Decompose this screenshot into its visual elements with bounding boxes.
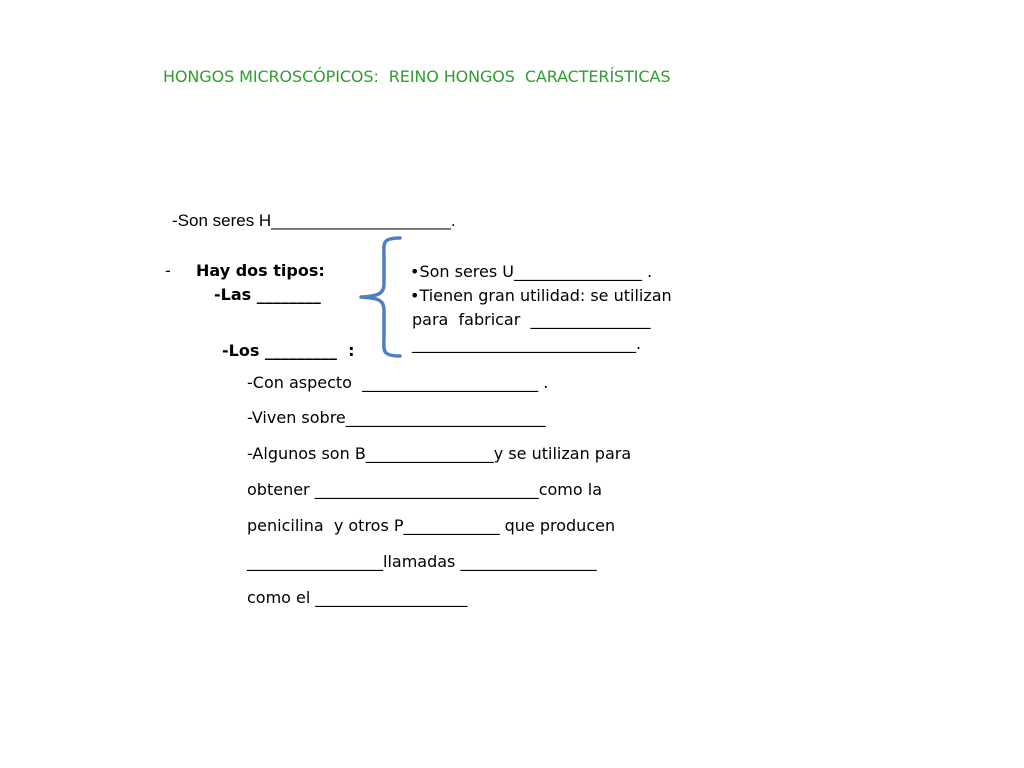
curly-brace-icon [355, 234, 405, 360]
type-los-blank: -Los _________ : [222, 341, 355, 360]
detail-line-1: -Con aspecto ______________________ . [247, 373, 549, 392]
page-title: HONGOS MICROSCÓPICOS: REINO HONGOS CARACTERÍSTICAS [163, 67, 671, 86]
detail-line-3: -Algunos son B________________y se utilizan para [247, 444, 632, 463]
detail-line-4: obtener ____________________________como la [247, 480, 603, 499]
detail-line-5: penicilina y otros P____________ que producen [247, 516, 616, 535]
types-heading: Hay dos tipos: [196, 261, 325, 280]
detail-line-7: como el ___________________ [247, 588, 468, 607]
bullet-line-1: •Son seres U________________ . [410, 262, 653, 281]
intro-line: -Son seres H___________________. [172, 211, 456, 230]
detail-line-2: -Viven sobre_________________________ [247, 408, 546, 427]
bullet-line-4: ____________________________. [412, 334, 642, 353]
list-dash: - [165, 261, 171, 280]
detail-line-6: _________________llamadas _________________ [247, 552, 597, 571]
bullet-line-3: para fabricar _______________ [412, 310, 651, 329]
bullet-line-2: •Tienen gran utilidad: se utilizan [410, 286, 672, 305]
type-las-blank: -Las ________ [214, 285, 321, 304]
